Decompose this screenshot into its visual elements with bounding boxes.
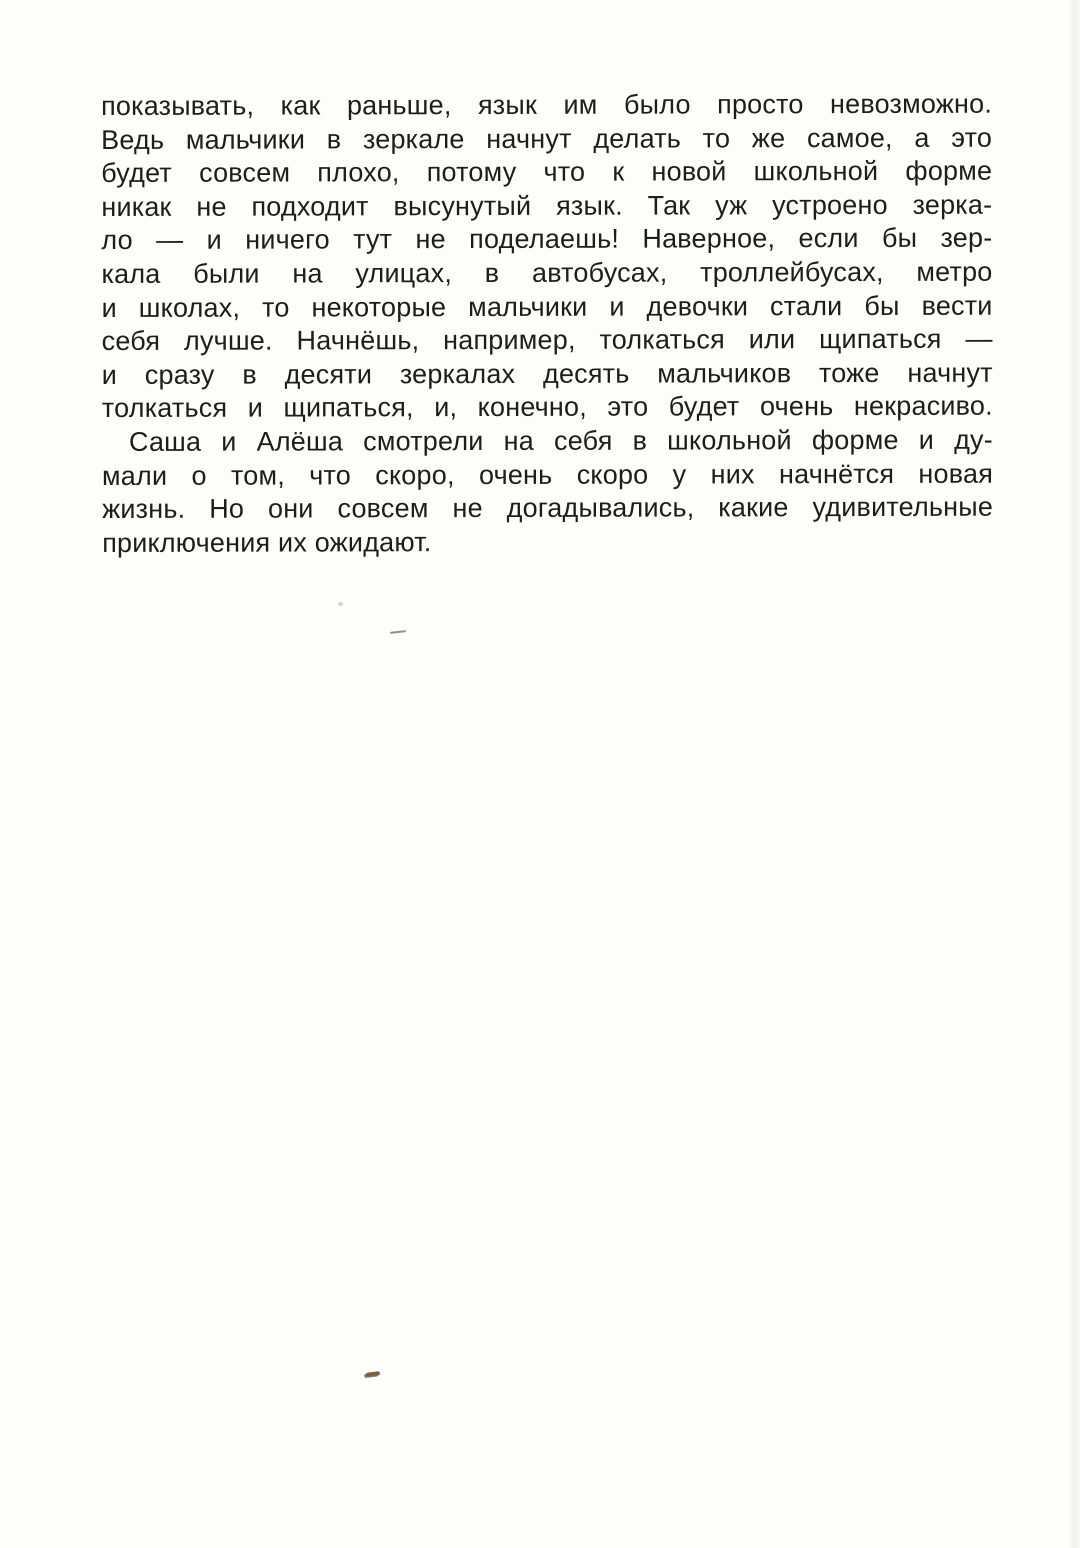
- text-line: мали о том, что скоро, очень скоро у них начнётся новая: [101, 458, 994, 491]
- text-line: кала были на улицах, в автобусах, троллейбусах, метро: [101, 256, 993, 289]
- scan-artifact-faint-speck: [338, 602, 343, 606]
- paragraph: [101, 88, 993, 426]
- text-line: жизнь. Но они совсем не догадывались, какие удивительные: [102, 491, 994, 525]
- text-line: Ведь мальчики в зеркале начнут делать то же самое, а это: [101, 122, 993, 155]
- scan-artifact-dash: [390, 630, 406, 634]
- page-text-block: [101, 88, 993, 561]
- paragraph: [102, 424, 993, 561]
- text-line: показывать, как раньше, язык им было просто невозможно.: [101, 88, 993, 121]
- scan-edge-shadow: [1068, 0, 1080, 1548]
- text-line: приключения их ожидают.: [102, 526, 432, 558]
- text-line: и школах, то некоторые мальчики и девочки стали бы вести: [101, 290, 993, 323]
- text-line: ло — и ничего тут не поделаешь! Наверное, если бы зер-: [101, 223, 993, 256]
- text-line: никак не подходит высунутый язык. Так уж устроено зерка-: [101, 189, 993, 222]
- text-line: себя лучше. Начнёшь, например, толкаться или щипаться —: [101, 323, 993, 357]
- scan-artifact-brown-speck: [366, 1371, 380, 1377]
- text-line: Саша и Алёша смотрели на себя в школьной форме и ду-: [128, 424, 993, 457]
- text-line: и сразу в десяти зеркалах десять мальчиков тоже начнут: [101, 357, 993, 390]
- text-line: будет совсем плохо, потому что к новой школьной форме: [101, 155, 993, 189]
- text-line: толкаться и щипаться, и, конечно, это будет очень некрасиво.: [101, 391, 993, 424]
